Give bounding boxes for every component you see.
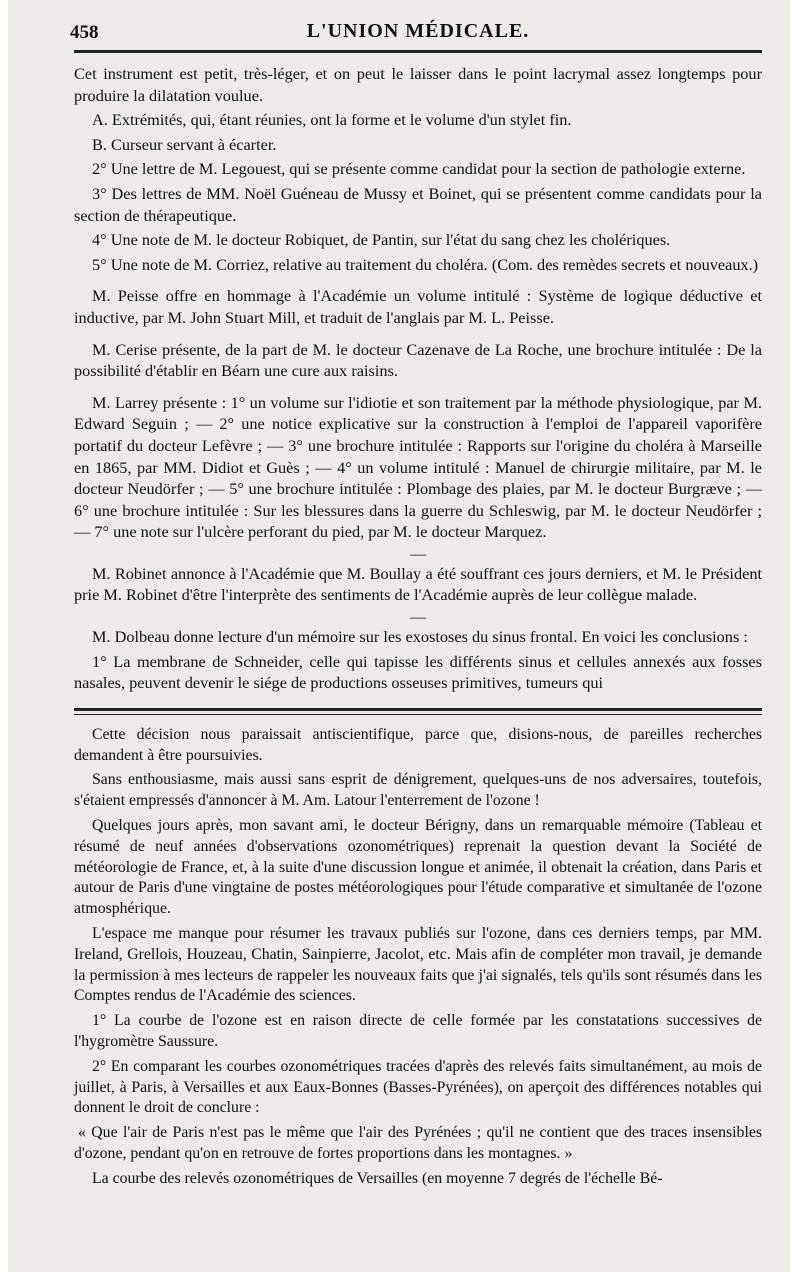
- correspondence-item: 4° Une note de M. le docteur Robiquet, de Pantin, sur l'état du sang chez les cholériques.: [92, 230, 671, 250]
- feuilleton-section: [74, 725, 762, 1190]
- paragraph: L'espace me manque pour résumer les travaux publiés sur l'ozone, dans ces derniers temps, par MM. Ireland, Grellois, Houzeau, Chatin, Sainpierre, Jacolot, etc. Mais afin de compléter mon travail, je demande la permission à mes lecteurs de rappeler les nouveaux faits que j'ai signalés, tels qu'ils sont résumés dans les Comptes rendus de l'Académie des sciences.: [74, 925, 762, 1005]
- page-scan: [8, 0, 790, 1272]
- correspondence-item: 2° Une lettre de M. Legouest, qui se présente comme candidat pour la section de pathologie externe.: [92, 159, 746, 179]
- page-number: 458: [70, 22, 99, 43]
- paragraph: Quelques jours après, mon savant ami, le docteur Bérigny, dans un remarquable mémoire (Tableau et résumé de neuf années d'observations ozonométriques) reprenait la question devant la Société de météorologie de France, et, à la suite d'une discussion longue et animée, il obtenait la création, dans Paris et autour de Paris d'une vingtaine de postes météorologiques pour l'étude comparative et simultanée de l'ozone atmosphérique.: [74, 817, 762, 918]
- paragraph: Cette décision nous paraissait antiscientifique, parce que, disions-nous, de pareilles recherches demandent à être poursuivies.: [74, 725, 762, 764]
- figure-legend-b: B. Curseur servant à écarter.: [92, 134, 277, 154]
- paragraph: Sans enthousiasme, mais aussi sans esprit de dénigrement, quelques-uns de nos adversaires, toutefois, s'étaient empressés d'annoncer à M. Am. Latour l'enterrement de l'ozone !: [74, 771, 762, 810]
- paragraph: M. Larrey présente : 1° un volume sur l'idiotie et son traitement par la méthode physiologique, par M. Edward Seguin ; — 2° une notice explicative sur la construction à l'emploi de l'appareil vaporifère portatif du docteur Lefèvre ; — 3° une brochure intitulée : Rapports sur l'origine du choléra à Marseille en 1865, par MM. Didiot et Guès ; — 4° un volume intitulé : Manuel de chirurgie militaire, par M. le docteur Neudörfer ; — 5° une brochure intitulée : Plombage des plaies, par M. le docteur Burgræve ; — 6° une brochure intitulée : Sur les blessures dans la guerre du Schleswig, par M. le docteur Neudörfer ; — 7° une note sur l'ulcère perforant du pied, par M. le docteur Marquez.: [74, 392, 762, 542]
- paragraph: Cet instrument est petit, très-léger, et on peut le laisser dans le point lacrymal assez longtemps pour produire la dilatation voulue.: [74, 64, 762, 105]
- paragraph: 1° La courbe de l'ozone est en raison directe de celle formée par les constatations successives de l'hygromètre Saussure.: [74, 1012, 762, 1050]
- journal-title: L'UNION MÉDICALE.: [306, 20, 530, 42]
- correspondence-item: 3° Des lettres de MM. Noël Guéneau de Mussy et Boinet, qui se présentent comme candidats pour la section de thérapeutique.: [74, 183, 762, 225]
- paragraph: M. Robinet annonce à l'Académie que M. Boullay a été souffrant ces jours derniers, et M. le Président prie M. Robinet d'être l'interprète des sentiments de l'Académie auprès de leur collègue malade.: [74, 563, 762, 605]
- paragraph: M. Cerise présente, de la part de M. le docteur Cazenave de La Roche, une brochure intitulée : De la possibilité d'établir en Béarn une cure aux raisins.: [74, 339, 762, 381]
- paragraph: La courbe des relevés ozonométriques de Versailles (en moyenne 7 degrés de l'échelle Bé-: [92, 1169, 663, 1187]
- journal-page: [70, 14, 762, 1194]
- proceedings-section: [74, 63, 762, 694]
- feuilleton-divider: [74, 708, 762, 715]
- page-header: [70, 14, 762, 53]
- paragraph: 1° La membrane de Schneider, celle qui tapisse les différents sinus et cellules annexés aux fosses nasales, peuvent devenir le siége de productions osseuses primitives, tumeurs qui: [74, 651, 762, 693]
- paragraph: M. Dolbeau donne lecture d'un mémoire sur les exostoses du sinus frontal. En voici les conclusions :: [92, 627, 748, 647]
- quotation: « Que l'air de Paris n'est pas le même que l'air des Pyrénées ; qu'il ne contient que des traces insensibles d'ozone, pendant qu'on en retrouve de fortes proportions dans les montagnes. »: [74, 1124, 762, 1162]
- separator-dash: —: [410, 545, 426, 563]
- paragraph: M. Peisse offre en hommage à l'Académie un volume intitulé : Système de logique déductive et inductive, par M. John Stuart Mill, et traduit de l'anglais par M. L. Peisse.: [74, 286, 762, 327]
- correspondence-item: 5° Une note de M. Corriez, relative au traitement du choléra. (Com. des remèdes secrets et nouveaux.): [92, 254, 759, 274]
- paragraph: 2° En comparant les courbes ozonométriques tracées d'après des relevés faits simultanément, au mois de juillet, à Paris, à Versailles et aux Eaux-Bonnes (Basses-Pyrénées), on aperçoit des différences notables qui donnent le droit de conclure :: [74, 1057, 762, 1117]
- separator-dash: —: [410, 609, 426, 627]
- figure-legend-a: A. Extrémités, qui, étant réunies, ont la forme et le volume d'un stylet fin.: [92, 110, 572, 130]
